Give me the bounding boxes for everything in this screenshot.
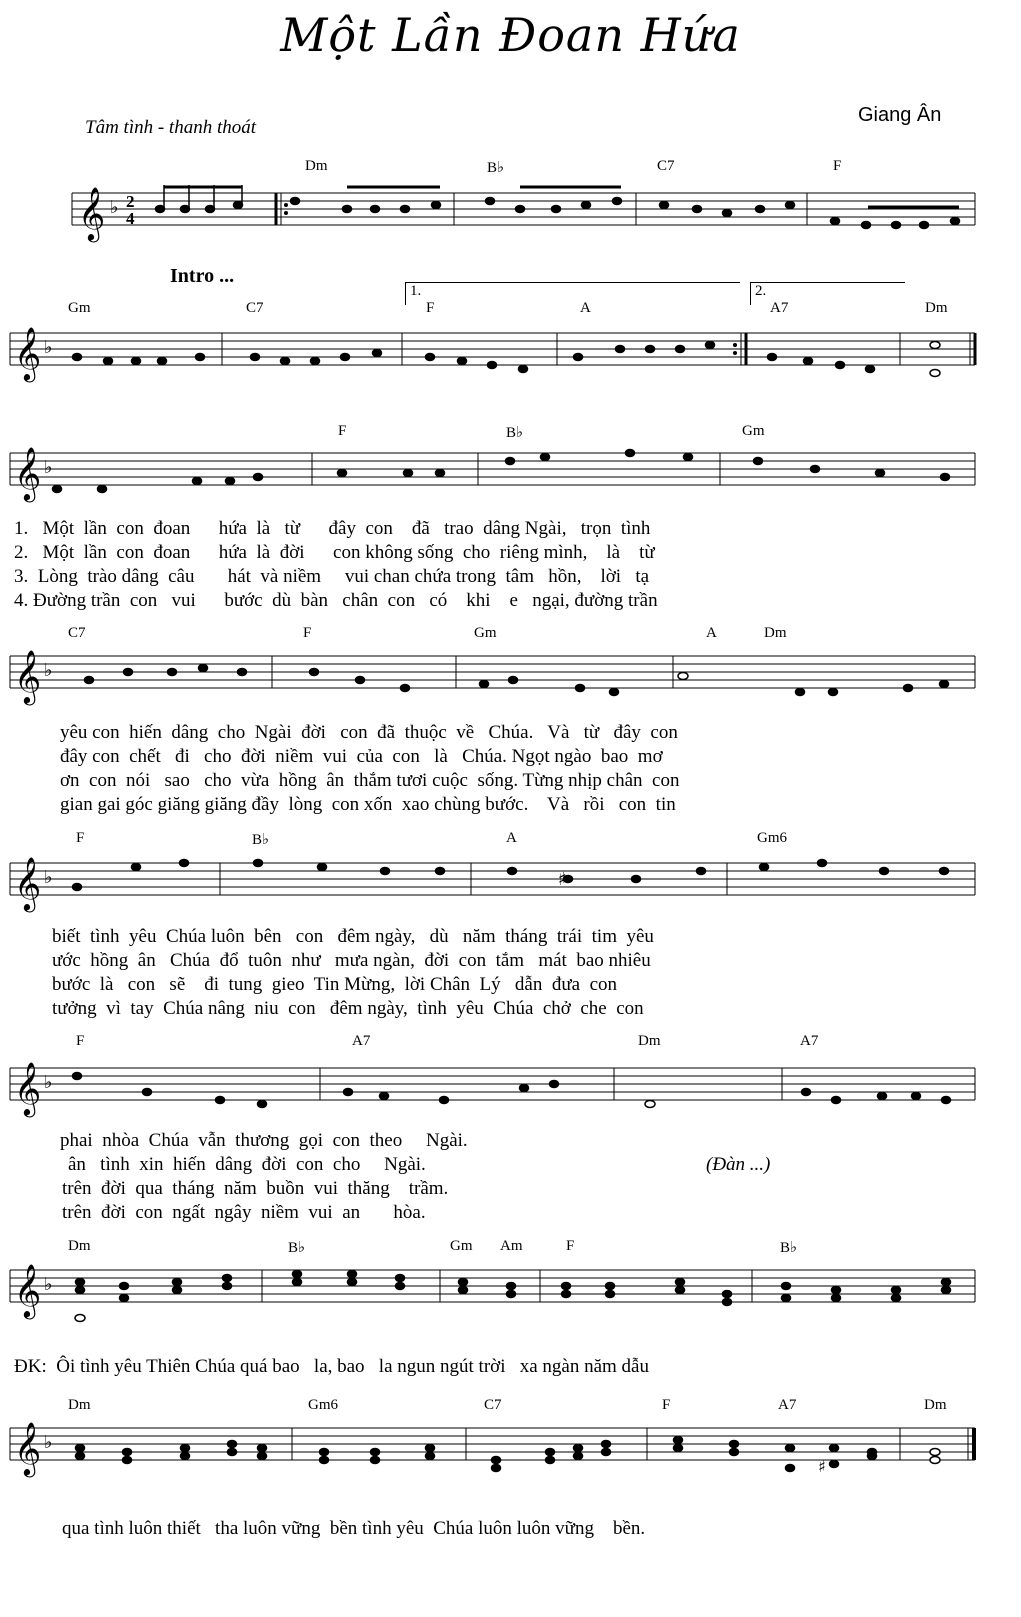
music-staff xyxy=(0,1060,1021,1130)
svg-text:𝄞: 𝄞 xyxy=(14,1263,42,1317)
intro-label: Intro ... xyxy=(170,265,235,287)
chord-symbol: A7 xyxy=(352,1033,371,1049)
svg-text:♭: ♭ xyxy=(44,1274,53,1295)
refrain-lyrics: ĐK: Ôi tình yêu Thiên Chúa quá bao la, bao la ngun ngút trời xa ngàn năm dẫu xyxy=(14,1356,649,1377)
chord-symbol: F xyxy=(833,158,842,174)
svg-text:♭: ♭ xyxy=(44,660,53,681)
svg-text:𝄞: 𝄞 xyxy=(78,186,106,240)
svg-text:♭: ♭ xyxy=(44,1072,53,1093)
chord-symbol: Gm xyxy=(742,423,765,439)
svg-text:𝄞: 𝄞 xyxy=(14,1421,42,1475)
chord-symbol: A7 xyxy=(800,1033,819,1049)
composer-name: Giang Ân xyxy=(858,104,942,126)
chord-symbol: A xyxy=(580,300,591,316)
svg-text:♭: ♭ xyxy=(110,197,119,218)
chord-symbol: F xyxy=(566,1238,575,1254)
svg-text:♯: ♯ xyxy=(818,1457,826,1476)
svg-text:♭: ♭ xyxy=(44,457,53,478)
chord-symbol: Dm xyxy=(68,1397,91,1413)
chord-symbol: F xyxy=(426,300,435,316)
refrain-lyrics: qua tình luôn thiết tha luôn vững bền tình yêu Chúa luôn luôn vững bền. xyxy=(62,1518,646,1539)
first-ending-bracket: 1. xyxy=(405,282,740,305)
chord-symbol: C7 xyxy=(68,625,86,641)
chord-symbol: A7 xyxy=(770,300,789,316)
chord-symbol: A xyxy=(506,830,517,846)
verse-3-lyrics: ơn con nói sao cho vừa hồng ân thắm tươi cuộc sống. Từng nhịp chân con xyxy=(60,770,680,791)
interlude-marking: (Đàn ...) xyxy=(706,1154,771,1175)
chord-symbol: Gm xyxy=(450,1238,473,1254)
verse-1-lyrics: phai nhòa Chúa vẫn thương gọi con theo Ngài. xyxy=(60,1130,468,1151)
verse-4-lyrics: gian gai góc giăng giăng đầy lòng con xốn xao chùng bước. Và rồi con tin xyxy=(60,794,676,815)
chord-symbol: F xyxy=(303,625,312,641)
chord-symbol: B♭ xyxy=(252,832,270,848)
chord-symbol: A7 xyxy=(778,1397,797,1413)
music-staff xyxy=(0,185,1021,245)
verse-1-lyrics: biết tình yêu Chúa luôn bên con đêm ngày, dù năm tháng trái tim yêu xyxy=(52,926,654,947)
chord-symbol: F xyxy=(76,830,85,846)
verse-4-lyrics: tưởng vì tay Chúa nâng niu con đêm ngày, tình yêu Chúa chở che con xyxy=(52,998,644,1019)
chord-symbol: Am xyxy=(500,1238,523,1254)
chord-symbol: F xyxy=(338,423,347,439)
music-staff xyxy=(0,1262,1021,1352)
chord-symbol: Dm xyxy=(68,1238,91,1254)
svg-text:𝄞: 𝄞 xyxy=(14,856,42,910)
chord-symbol: Dm xyxy=(638,1033,661,1049)
chord-symbol: F xyxy=(76,1033,85,1049)
tempo-marking: Tâm tình - thanh thoát xyxy=(85,117,257,138)
svg-text:♭: ♭ xyxy=(44,867,53,888)
svg-text:𝄞: 𝄞 xyxy=(14,1061,42,1115)
music-staff xyxy=(0,648,1021,708)
svg-text:♯: ♯ xyxy=(558,869,567,890)
chord-symbol: B♭ xyxy=(288,1240,306,1256)
chord-symbol: B♭ xyxy=(487,160,505,176)
svg-text:4: 4 xyxy=(126,209,135,228)
chord-symbol: Dm xyxy=(925,300,948,316)
verse-1-lyrics: yêu con hiến dâng cho Ngài đời con đã thuộc về Chúa. Và từ đây con xyxy=(60,722,678,743)
chord-symbol: Gm xyxy=(68,300,91,316)
chord-symbol: C7 xyxy=(484,1397,502,1413)
verse-2-lyrics: ân tình xin hiến dâng đời con cho Ngài. xyxy=(68,1154,426,1175)
verse-2-lyrics: ước hồng ân Chúa đổ tuôn như mưa ngàn, đời con tắm mát bao nhiêu xyxy=(52,950,651,971)
chord-symbol: A xyxy=(706,625,717,641)
song-title: Một Lần Đoan Hứa xyxy=(280,8,741,62)
music-staff xyxy=(0,325,1021,385)
chord-symbol: B♭ xyxy=(780,1240,798,1256)
chord-symbol: Gm xyxy=(474,625,497,641)
svg-text:♭: ♭ xyxy=(44,1432,53,1453)
verse-2-lyrics: đây con chết đi cho đời niềm vui của con là Chúa. Ngọt ngào bao mơ xyxy=(60,746,663,767)
svg-text:♭: ♭ xyxy=(44,337,53,358)
verse-4-lyrics: trên đời con ngất ngây niềm vui an hòa. xyxy=(62,1202,426,1223)
second-ending-bracket: 2. xyxy=(750,282,905,305)
svg-text:𝄞: 𝄞 xyxy=(14,446,42,500)
music-staff xyxy=(0,445,1021,505)
verse-4-lyrics: 4. Đường trần con vui bước dù bàn chân con có khi e ngại, đường trần xyxy=(14,590,658,611)
chord-symbol: Dm xyxy=(764,625,787,641)
chord-symbol: Gm6 xyxy=(308,1397,338,1413)
svg-text:𝄞: 𝄞 xyxy=(14,326,42,380)
chord-symbol: B♭ xyxy=(506,425,524,441)
svg-text:2: 2 xyxy=(126,192,135,211)
verse-3-lyrics: bước là con sẽ đi tung gieo Tin Mừng, lời Chân Lý dẫn đưa con xyxy=(52,974,617,995)
verse-3-lyrics: 3. Lòng trào dâng câu hát và niềm vui chan chứa trong tâm hồn, lời tạ xyxy=(14,566,650,587)
music-staff xyxy=(0,1420,1021,1500)
chord-symbol: C7 xyxy=(246,300,264,316)
chord-symbol: Dm xyxy=(305,158,328,174)
svg-text:𝄞: 𝄞 xyxy=(14,649,42,703)
music-staff xyxy=(0,855,1021,915)
verse-1-lyrics: 1. Một lần con đoan hứa là từ đây con đã trao dâng Ngài, trọn tình xyxy=(14,518,651,539)
chord-symbol: Gm6 xyxy=(757,830,787,846)
chord-symbol: C7 xyxy=(657,158,675,174)
verse-3-lyrics: trên đời qua tháng năm buồn vui thăng trầm. xyxy=(62,1178,449,1199)
chord-symbol: Dm xyxy=(924,1397,947,1413)
chord-symbol: F xyxy=(662,1397,671,1413)
verse-2-lyrics: 2. Một lần con đoan hứa là đời con không sống cho riêng mình, là từ xyxy=(14,542,655,563)
